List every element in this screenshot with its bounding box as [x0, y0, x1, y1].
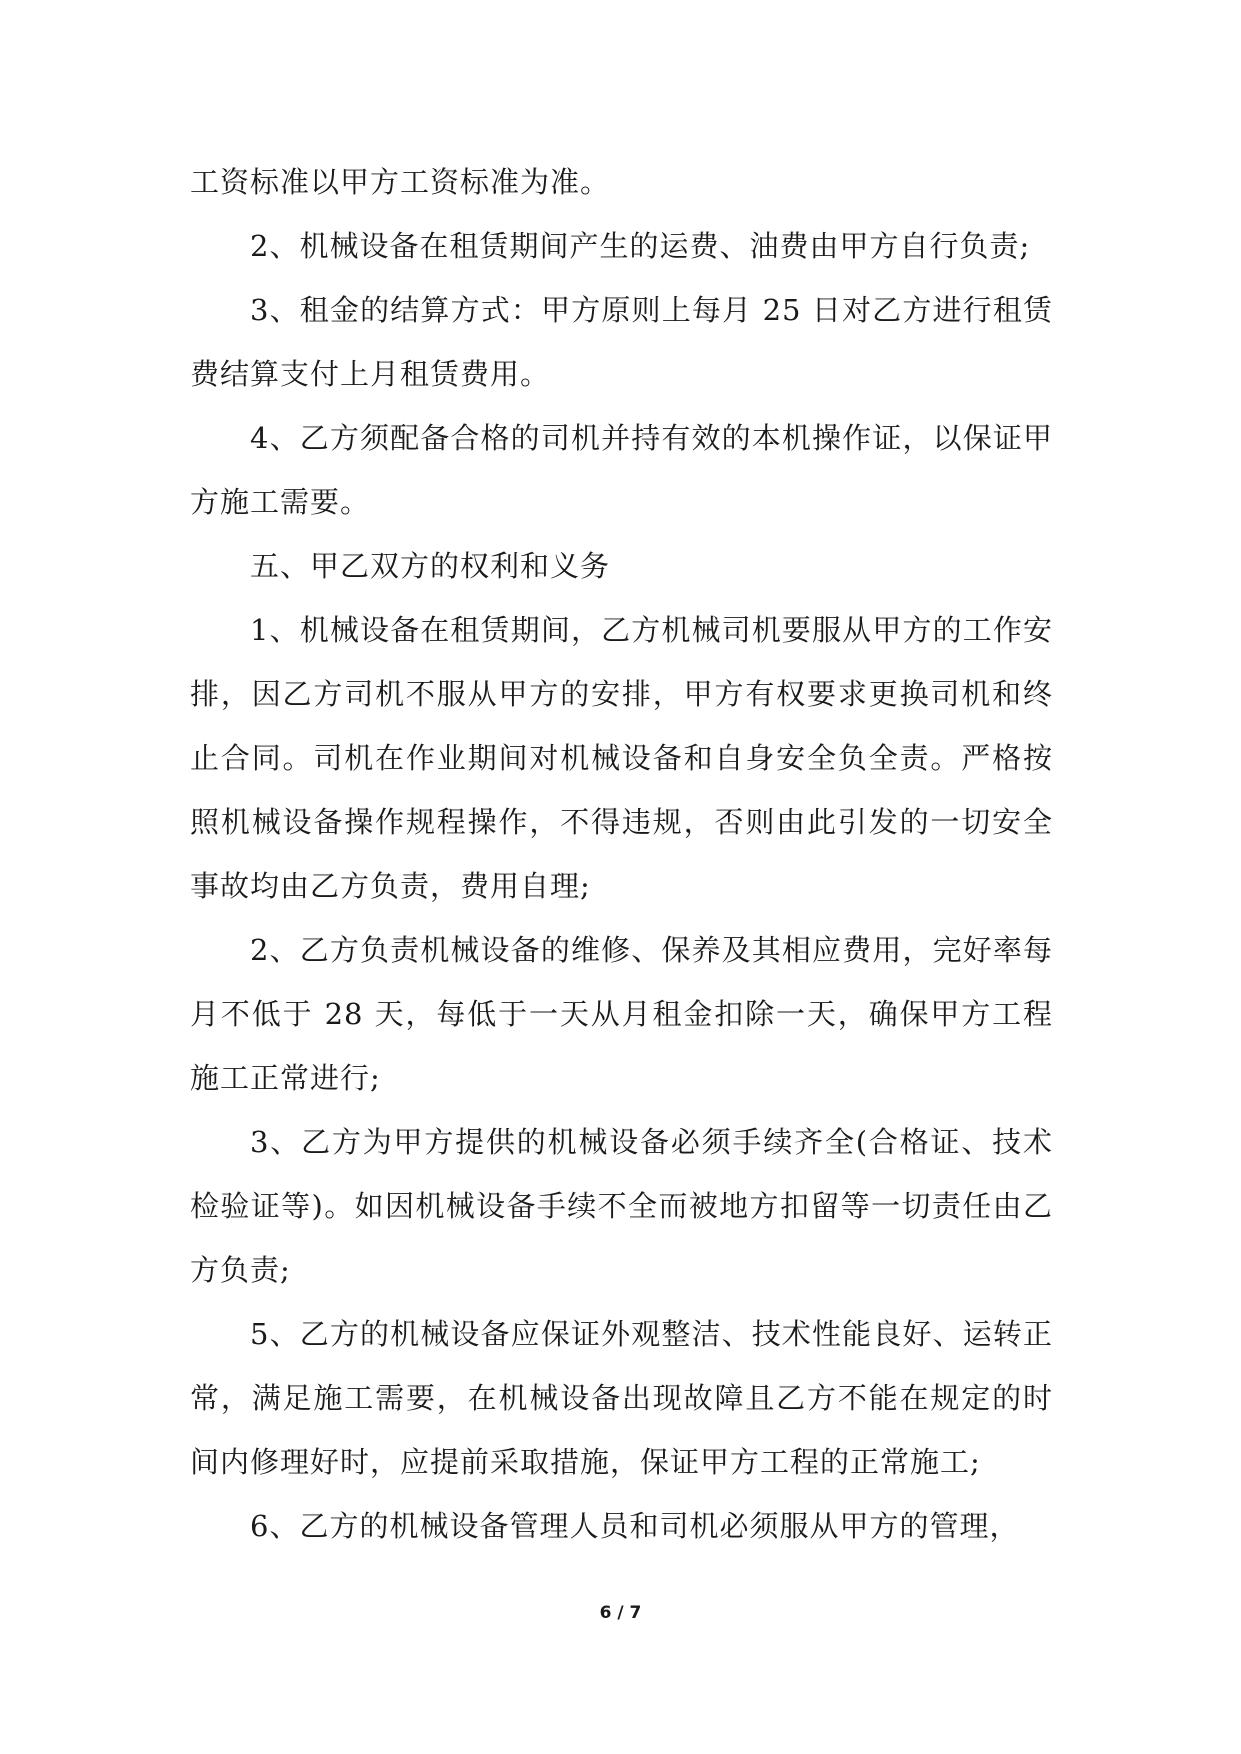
paragraph-rights-item-3: 3、乙方为甲方提供的机械设备必须手续齐全(合格证、技术检验证等)。如因机械设备手续不全而被地方扣留等一切责任由乙方负责;	[190, 1125, 1053, 1287]
paragraph-wage-standard: 工资标准以甲方工资标准为准。	[190, 165, 611, 199]
paragraph-rights-item-5: 5、乙方的机械设备应保证外观整洁、技术性能良好、运转正常，满足施工需要，在机械设备出现故障且乙方不能在规定的时间内修理好时，应提前采取措施，保证甲方工程的正常施工;	[190, 1317, 1053, 1479]
paragraph-rights-item-6: 6、乙方的机械设备管理人员和司机必须服从甲方的管理，	[250, 1509, 1020, 1543]
paragraph-item-4-driver: 4、乙方须配备合格的司机并持有效的本机操作证，以保证甲方施工需要。	[190, 421, 1053, 519]
page-number: 6 / 7	[599, 1603, 642, 1623]
section-heading-rights-obligations: 五、甲乙双方的权利和义务	[250, 549, 611, 583]
paragraph-rights-item-1: 1、机械设备在租赁期间，乙方机械司机要服从甲方的工作安排，因乙方司机不服从甲方的安排，甲方有权要求更换司机和终止合同。司机在作业期间对机械设备和自身安全负全责。严格按照机械设备操作规程操作，不得违规，否则由此引发的一切安全事故均由乙方负责，费用自理;	[190, 613, 1053, 903]
document-body	[190, 150, 1053, 1558]
paragraph-rights-item-2: 2、乙方负责机械设备的维修、保养及其相应费用，完好率每月不低于 28 天，每低于一天从月租金扣除一天，确保甲方工程施工正常进行;	[190, 933, 1053, 1095]
paragraph-item-2-freight: 2、机械设备在租赁期间产生的运费、油费由甲方自行负责;	[250, 229, 1031, 263]
paragraph-item-3-settlement: 3、租金的结算方式：甲方原则上每月 25 日对乙方进行租赁费结算支付上月租赁费用。	[190, 293, 1053, 391]
